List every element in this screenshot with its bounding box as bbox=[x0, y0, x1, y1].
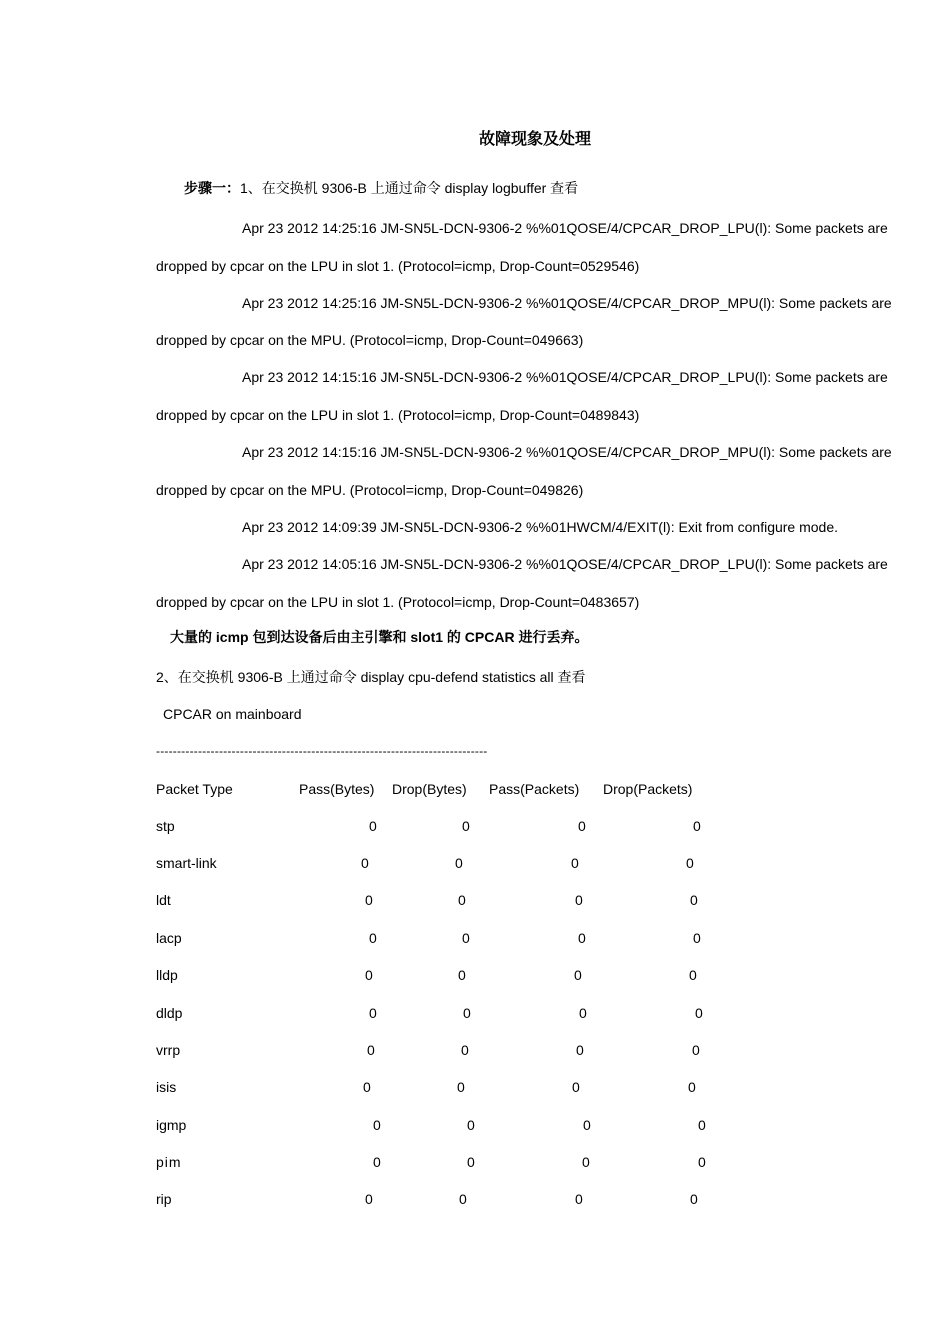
table-cell-pass-packets: 0 bbox=[583, 1117, 591, 1133]
table-cell-pass-bytes: 0 bbox=[373, 1154, 381, 1170]
table-cell-pass-packets: 0 bbox=[578, 818, 586, 834]
table-row-name: rip bbox=[156, 1191, 172, 1207]
table-cell-pass-bytes: 0 bbox=[369, 818, 377, 834]
table-cell-drop-packets: 0 bbox=[693, 818, 701, 834]
separator-line: ------------------------------------------------------------------------------- bbox=[156, 744, 488, 758]
log-entry-6-line1: Apr 23 2012 14:05:16 JM-SN5L-DCN-9306-2 %%01QOSE/4/CPCAR_DROP_LPU(l): Some packets are bbox=[242, 556, 888, 572]
table-cell-drop-packets: 0 bbox=[690, 1191, 698, 1207]
conclusion-text: 大量的 icmp 包到达设备后由主引擎和 slot1 的 CPCAR 进行丢弃。 bbox=[170, 629, 589, 645]
step1-label: 步骤一： bbox=[184, 180, 240, 196]
table-cell-pass-bytes: 0 bbox=[369, 1005, 377, 1021]
table-cell-pass-packets: 0 bbox=[575, 892, 583, 908]
table-cell-pass-packets: 0 bbox=[576, 1042, 584, 1058]
table-cell-pass-bytes: 0 bbox=[369, 930, 377, 946]
step2-text: 2、在交换机 9306-B 上通过命令 display cpu-defend statistics all 查看 bbox=[156, 669, 586, 685]
table-row-name: igmp bbox=[156, 1117, 187, 1133]
table-cell-drop-packets: 0 bbox=[693, 930, 701, 946]
table-row-name: dldp bbox=[156, 1005, 183, 1021]
document-title: 故障现象及处理 bbox=[479, 131, 592, 148]
table-cell-drop-bytes: 0 bbox=[467, 1117, 475, 1133]
table-header-drop-bytes: Drop(Bytes) bbox=[392, 781, 467, 797]
log-entry-4-line2: dropped by cpcar on the MPU. (Protocol=icmp, Drop-Count=049826) bbox=[156, 482, 584, 498]
table-cell-pass-packets: 0 bbox=[572, 1079, 580, 1095]
table-row-name: smart-link bbox=[156, 855, 217, 871]
table-cell-drop-bytes: 0 bbox=[458, 892, 466, 908]
log-entry-4-line1: Apr 23 2012 14:15:16 JM-SN5L-DCN-9306-2 %%01QOSE/4/CPCAR_DROP_MPU(l): Some packets are bbox=[242, 444, 892, 460]
table-cell-drop-packets: 0 bbox=[689, 967, 697, 983]
table-cell-drop-bytes: 0 bbox=[458, 967, 466, 983]
table-cell-drop-bytes: 0 bbox=[462, 818, 470, 834]
log-entry-1-line1: Apr 23 2012 14:25:16 JM-SN5L-DCN-9306-2 %%01QOSE/4/CPCAR_DROP_LPU(l): Some packets are bbox=[242, 220, 888, 236]
log-entry-5-line1: Apr 23 2012 14:09:39 JM-SN5L-DCN-9306-2 %%01HWCM/4/EXIT(l): Exit from configure mode. bbox=[242, 519, 839, 535]
table-row-name: isis bbox=[156, 1079, 177, 1095]
table-cell-drop-bytes: 0 bbox=[467, 1154, 475, 1170]
table-cell-pass-packets: 0 bbox=[575, 1191, 583, 1207]
table-cell-pass-packets: 0 bbox=[582, 1154, 590, 1170]
table-cell-drop-packets: 0 bbox=[698, 1117, 706, 1133]
log-entry-2-line1: Apr 23 2012 14:25:16 JM-SN5L-DCN-9306-2 %%01QOSE/4/CPCAR_DROP_MPU(l): Some packets are bbox=[242, 295, 892, 311]
table-cell-drop-packets: 0 bbox=[690, 892, 698, 908]
table-cell-pass-packets: 0 bbox=[578, 930, 586, 946]
table-header-drop-packets: Drop(Packets) bbox=[603, 781, 693, 797]
table-header-pass-packets: Pass(Packets) bbox=[489, 781, 580, 797]
table-cell-drop-bytes: 0 bbox=[463, 1005, 471, 1021]
table-row-name: pim bbox=[156, 1154, 182, 1170]
table-cell-drop-bytes: 0 bbox=[457, 1079, 465, 1095]
log-entry-2-line2: dropped by cpcar on the MPU. (Protocol=icmp, Drop-Count=049663) bbox=[156, 332, 584, 348]
table-cell-pass-packets: 0 bbox=[579, 1005, 587, 1021]
table-cell-pass-packets: 0 bbox=[571, 855, 579, 871]
table-cell-drop-bytes: 0 bbox=[455, 855, 463, 871]
log-entry-6-line2: dropped by cpcar on the LPU in slot 1. (Protocol=icmp, Drop-Count=0483657) bbox=[156, 594, 640, 610]
log-entry-1-line2: dropped by cpcar on the LPU in slot 1. (Protocol=icmp, Drop-Count=0529546) bbox=[156, 258, 640, 274]
table-row-name: stp bbox=[156, 818, 175, 834]
log-entry-3-line2: dropped by cpcar on the LPU in slot 1. (Protocol=icmp, Drop-Count=0489843) bbox=[156, 407, 640, 423]
table-cell-drop-bytes: 0 bbox=[459, 1191, 467, 1207]
table-cell-pass-bytes: 0 bbox=[365, 967, 373, 983]
cpcar-heading: CPCAR on mainboard bbox=[163, 706, 302, 722]
table-cell-drop-bytes: 0 bbox=[461, 1042, 469, 1058]
table-cell-pass-bytes: 0 bbox=[361, 855, 369, 871]
table-cell-pass-packets: 0 bbox=[574, 967, 582, 983]
table-header-pass-bytes: Pass(Bytes) bbox=[299, 781, 375, 797]
table-cell-drop-packets: 0 bbox=[686, 855, 694, 871]
table-cell-pass-bytes: 0 bbox=[367, 1042, 375, 1058]
step1-text: 1、在交换机 9306-B 上通过命令 display logbuffer 查看 bbox=[240, 180, 579, 196]
table-cell-drop-bytes: 0 bbox=[462, 930, 470, 946]
table-cell-pass-bytes: 0 bbox=[363, 1079, 371, 1095]
table-row-name: ldt bbox=[156, 892, 171, 908]
table-cell-drop-packets: 0 bbox=[688, 1079, 696, 1095]
table-row-name: lldp bbox=[156, 967, 178, 983]
table-cell-drop-packets: 0 bbox=[695, 1005, 703, 1021]
log-entry-3-line1: Apr 23 2012 14:15:16 JM-SN5L-DCN-9306-2 %%01QOSE/4/CPCAR_DROP_LPU(l): Some packets are bbox=[242, 369, 888, 385]
table-row-name: lacp bbox=[156, 930, 182, 946]
table-header-packet-type: Packet Type bbox=[156, 781, 233, 797]
table-cell-drop-packets: 0 bbox=[698, 1154, 706, 1170]
table-cell-pass-bytes: 0 bbox=[365, 1191, 373, 1207]
table-cell-pass-bytes: 0 bbox=[365, 892, 373, 908]
table-cell-pass-bytes: 0 bbox=[373, 1117, 381, 1133]
table-cell-drop-packets: 0 bbox=[692, 1042, 700, 1058]
table-row-name: vrrp bbox=[156, 1042, 181, 1058]
